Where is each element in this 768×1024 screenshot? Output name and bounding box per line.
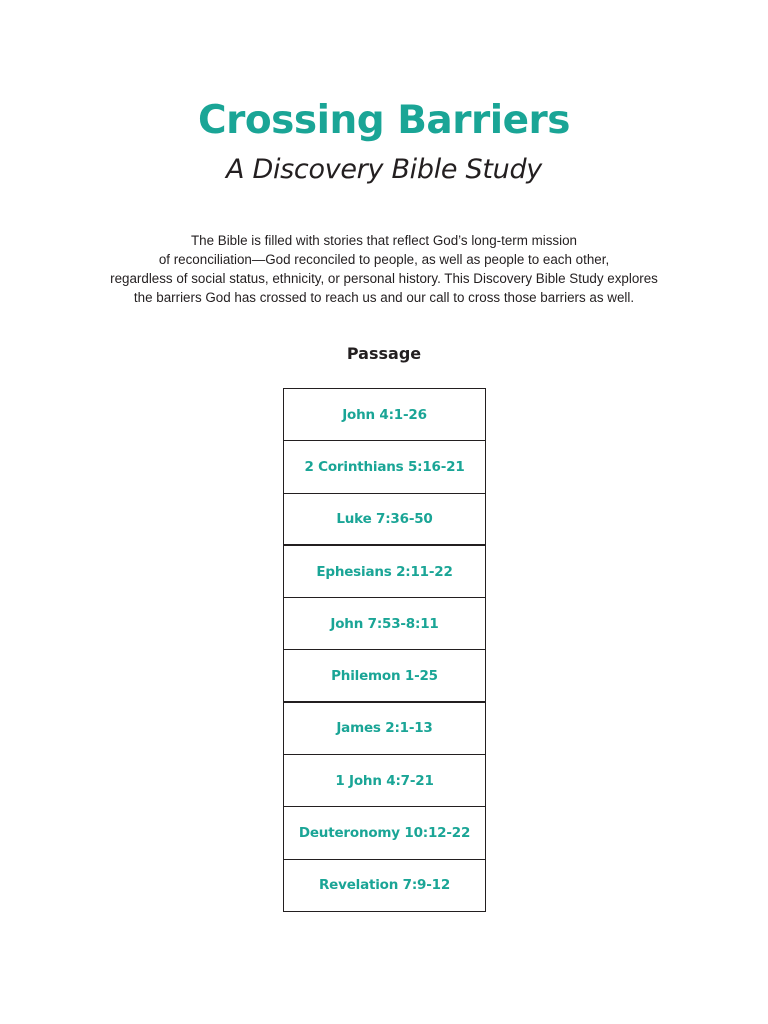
passage-row-ephesians-2[interactable]: Ephesians 2:11-22	[284, 546, 485, 598]
passage-row-revelation-7[interactable]: Revelation 7:9-12	[284, 860, 485, 912]
passage-row-john-7[interactable]: John 7:53-8:11	[284, 598, 485, 650]
intro-line: regardless of social status, ethnicity, or personal history. This Discovery Bible Study explores	[110, 271, 658, 286]
page-subtitle: A Discovery Bible Study	[226, 154, 542, 185]
passage-table	[283, 388, 486, 912]
page-title: Crossing Barriers	[198, 98, 570, 143]
passage-row-1-john-4[interactable]: 1 John 4:7-21	[284, 755, 485, 807]
passage-row-philemon-1[interactable]: Philemon 1-25	[284, 650, 485, 702]
passage-row-2-corinthians-5[interactable]: 2 Corinthians 5:16-21	[284, 441, 485, 493]
passage-row-deuteronomy-10[interactable]: Deuteronomy 10:12-22	[284, 807, 485, 859]
passage-row-james-2[interactable]: James 2:1-13	[284, 703, 485, 755]
passage-heading: Passage	[346, 344, 422, 363]
intro-line: the barriers God has crossed to reach us and our call to cross those barriers as well.	[133, 290, 635, 305]
passage-row-luke-7[interactable]: Luke 7:36-50	[284, 494, 485, 546]
intro-line: of reconciliation—God reconciled to people, as well as people to each other,	[158, 252, 610, 267]
intro-paragraph	[60, 231, 708, 307]
passage-row-john-4[interactable]: John 4:1-26	[284, 389, 485, 441]
intro-line: The Bible is filled with stories that reflect God’s long-term mission	[190, 233, 577, 248]
